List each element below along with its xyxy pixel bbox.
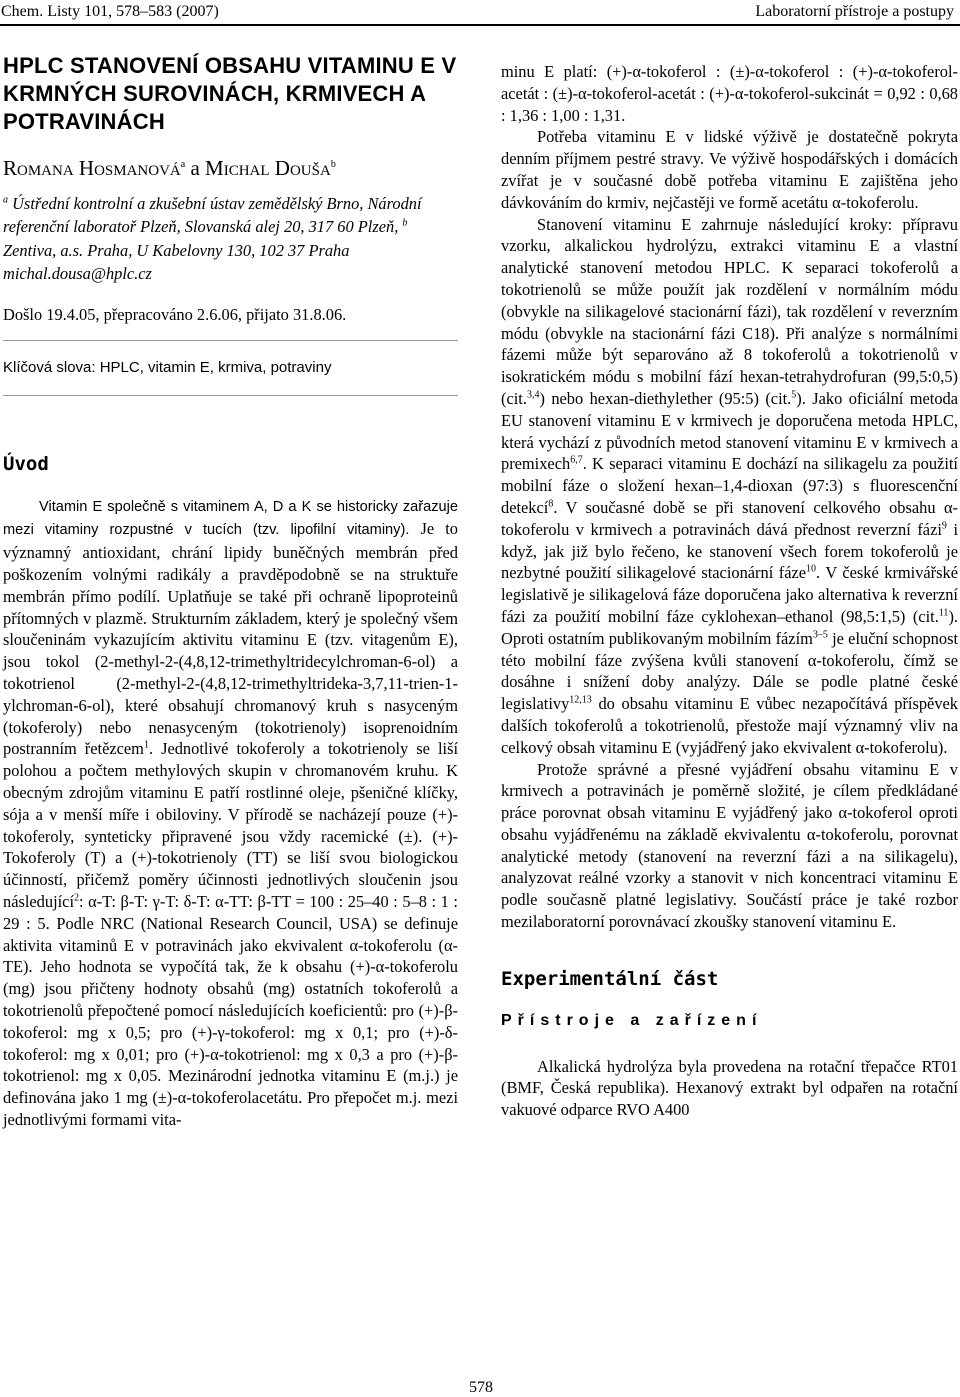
right-paragraph-2: [501, 214, 958, 759]
ref-11: 11: [938, 607, 949, 619]
article-title: HPLC STANOVENÍ OBSAHU VITAMINU E V KRMNÝCH SUROVINÁCH, KRMIVECH A POTRAVINÁCH: [3, 53, 457, 134]
p2-g: . V české krmivářské legislativě je silikagelová fáze doporučena jako alternativa k reverzní fázi za použití mobilní fáze cyklohexan–ethanol (98,5:1,5) (cit.: [501, 563, 958, 626]
ref-9: 9: [941, 520, 947, 532]
affiliations: [3, 192, 458, 286]
p2-e: . V současné době se při stanovení celkového obsahu α-tokoferolu v krmivech a potravinách dává přednost reverzní fázi: [501, 497, 958, 539]
header-rule: [0, 24, 960, 26]
p2-b: ) nebo hexan-diethylether (95:5) (cit.: [539, 388, 792, 408]
author-1-affil: a: [180, 159, 186, 170]
right-column: [501, 61, 958, 1121]
ref-6-7: 6,7: [570, 454, 583, 466]
ref-3-5: 3–5: [812, 629, 828, 641]
intro-text-c: : α-T: β-T: γ-T: δ-T: α-TT: β-TT = 100 : 25–40 : 5–8 : 1 : 29 : 5. Podle NRC (National Research Council, USA) se definuje aktivita vitaminů E v potravinách jako ekvivalent α-tokoferolu (α-TE). Jeho hodnota se vypočítá tak, že k obsahu (+)-α-tokoferolu (mg) jsou přičteny hodnoty obsahů (mg) ostatních tokoferolů a tokotrienolů přepočtené pomocí následujících koeficientů: pro (+)-β-tokoferol: mg x 0,5; pro (+)-γ-tokoferol: mg x 0,1; pro (+)-δ-tokoferol: mg x 0,01; pro (+)-α-tokotrienol: mg x 0,3 a pro (+)-β-tokotrienol: mg x 0,05. Mezinárodní jednotka vitaminu E (m.j.) je definována jako 1 mg (±)-α-tokoferolacetátu. Pro přepočet m.j. mezi jednotlivými formami vita-: [3, 891, 458, 1129]
left-column: [3, 52, 458, 1131]
ref-1: 1: [143, 739, 149, 751]
experimental-paragraph: Alkalická hydrolýza byla provedena na rotační třepačce RT01 (BMF, Česká republika). Hexanový extrakt byl odpařen na rotační vakuové odparce RVO A400: [501, 1056, 958, 1120]
intro-paragraph: [3, 495, 458, 1131]
keywords-box: [3, 340, 458, 396]
ref-2: 2: [74, 892, 80, 904]
p2-c: ). Jako oficiální metoda EU stanovení vitaminu E v krmivech je doporučena metoda HPLC, která vychází z původních metod stanovení vitaminu E v krmivech a premixech: [501, 388, 958, 474]
intro-text-a: Je to významný antioxidant, chrání lipidy buněčných membrán před poškozením volnými radikály a pravděpodobně se na struktuře membrán přímo podílí. Uplatňuje se také při ochraně lipoproteinů přítomných v plazmě. Strukturním základem, který je společný všem sloučeninám vykazujícím aktivitu vitaminu E (tzv. vitagenům E), jsou tokol (2-methyl-2-(4,8,12-trimethyltridecylchroman-6-ol) a tokotrienol (2-methyl-2-(4,8,12-trimethyltrideka-3,7,11-trien-1-ylchroman-6-ol), které obsahují chromanový kruh s nasyceným (tokoferoly) nebo nenasyceným (tokotrienoly) isoprenoidním postranním řetězcem: [3, 519, 458, 759]
subsection-heading-instruments: Přístroje a zařízení: [501, 1011, 763, 1029]
keywords: Klíčová slova: HPLC, vitamin E, krmiva, potraviny: [3, 358, 332, 376]
right-paragraph-0: minu E platí: (+)-α-tokoferol : (±)-α-tokoferol : (+)-α-tokoferol-acetát : (±)-α-tokoferol-acetát : (+)-α-tokoferol-sukcinát = 0,92 : 0,68 : 1,36 : 1,00 : 1,31.: [501, 62, 958, 125]
intro-text-b: . Jednotlivé tokoferoly a tokotrienoly se liší polohou a počtem methylových skupin v chromanovém kruhu. K obecným zdrojům vitaminu E patří rostlinné oleje, pšeničné klíčky, sója a v menší míře i obiloviny. V přírodě se nacházejí pouze (+)-tokoferoly, synteticky připravené jsou vždy racemické (±). (+)-Tokoferoly (T) a (+)-tokotrienoly (TT) se liší svou biologickou účinností, přičemž poměry účinnosti jednotlivých sloučenin jsou následující: [3, 739, 459, 911]
intro-sans-run: Vitamin E společně s vitaminem A, D a K se historicky zařazuje mezi vitaminy rozpustné v tucích (tzv. lipofilní vitaminy).: [3, 498, 458, 539]
p2-f: i když, jak již bylo řečeno, ke stanovení všech forem tokoferolů je nezbytné použití silikagelové stacionární fáze: [501, 519, 958, 583]
author-connector: a: [185, 156, 206, 180]
section-heading-experimental: Experimentální část: [501, 967, 719, 990]
authors: [3, 154, 458, 182]
author-2-affil: b: [330, 159, 336, 170]
received-dates: Došlo 19.4.05, přepracováno 2.6.06, přijato 31.8.06.: [3, 304, 347, 324]
author-1: Romana Hosmanová: [3, 156, 181, 180]
ref-5: 5: [791, 389, 797, 401]
ref-12-13: 12,13: [569, 694, 592, 706]
section-name: Laboratorní přístroje a postupy: [755, 3, 954, 20]
section-spacer: [501, 933, 958, 967]
right-paragraph-3: Protože správné a přesné vyjádření obsahu vitaminu E v krmivech a potravinách je poměrně složité, je cílem předkládané práce porovnat obsah vitaminu E vyjádřený jako α-tokoferol oproti obsahu vyjádřenému na základě ekvivalentu α-tokoferolu, porovnat analytické metody (stanovení na reverzní fázi a na silikagelu), analyzovat reálné vzorky a stanovit v nich koncentraci vitaminu E podle současně platné legislativy. Součástí práce je také rozbor mezilaboratorní porovnávací zkoušky stanovení vitaminu E.: [501, 759, 958, 932]
p2-j: do obsahu vitaminu E vůbec nezapočítává příspěvek dalších tokoferolů a tokotrienolů, přestože mají významný vliv na celkový obsah vitaminu E (vyjádřený jako ekvivalent α-tokoferolu).: [501, 694, 958, 757]
email-link[interactable]: michal.dousa@hplc.cz: [3, 264, 152, 284]
author-2: Michal Douša: [205, 156, 331, 180]
p2-d: . K separaci vitaminu E dochází na silikagelu za použití mobilní fáze o složení hexan–1,4-dioxan (97:3) s fluorescenční detekcí: [501, 454, 958, 517]
p2-i: je eluční schopnost této mobilní fáze zvýšena kvůli stanovení α-tokoferolu, čímž se dosáhne i snížení doby analýzy. Dále se podle platné české legislativy: [501, 628, 958, 714]
p2-a: Stanovení vitaminu E zahrnuje následující kroky: přípravu vzorku, alkalickou hydrolýzu, extrakci vitaminu E a vlastní analytické stanovení metodou HPLC. K separaci tokoferolů a tokotrienolů se může použít jak rozdělení v normálním módu (obvykle na silikagelové stacionární fázi), tak rozdělení v reverzním módu (obvykle na stacionární fázi C18). Při analýze s normálními fázemi může být separováno až 8 tokoferolů a tokotrienolů v isokratickém módu s mobilní fází hexan-tetrahydrofuran (99,5:0,5) (cit.: [501, 214, 958, 408]
ref-8: 8: [548, 498, 554, 510]
affil-a: Ústřední kontrolní a zkušební ústav zemědělský Brno, Národní referenční laboratoř Plzeň, Slovanská alej 20, 317 60 Plzeň,: [3, 194, 422, 237]
page-number: 578: [469, 1379, 493, 1396]
section-heading-intro: Úvod: [3, 452, 49, 475]
ref-3-4: 3,4: [526, 389, 540, 401]
affil-b-marker: b: [402, 217, 408, 229]
right-paragraph-1: Potřeba vitaminu E v lidské výživě je dostatečně pokryta denním příjmem pestré stravy. Ve výživě hospodářských i domácích zvířat je v současné době potřeba vitaminu E zajištěna jeho dávkováním do krmiv, nejčastěji ve formě acetátu α-tokoferolu.: [501, 127, 958, 212]
journal-citation: Chem. Listy 101, 578–583 (2007): [1, 3, 219, 20]
affil-a-marker: a: [3, 194, 8, 206]
ref-10: 10: [806, 563, 817, 575]
affil-b: Zentiva, a.s. Praha, U Kabelovny 130, 102 37 Praha: [3, 240, 350, 260]
p2-h: ). Oproti ostatním publikovaným mobilním fázím: [501, 606, 958, 648]
